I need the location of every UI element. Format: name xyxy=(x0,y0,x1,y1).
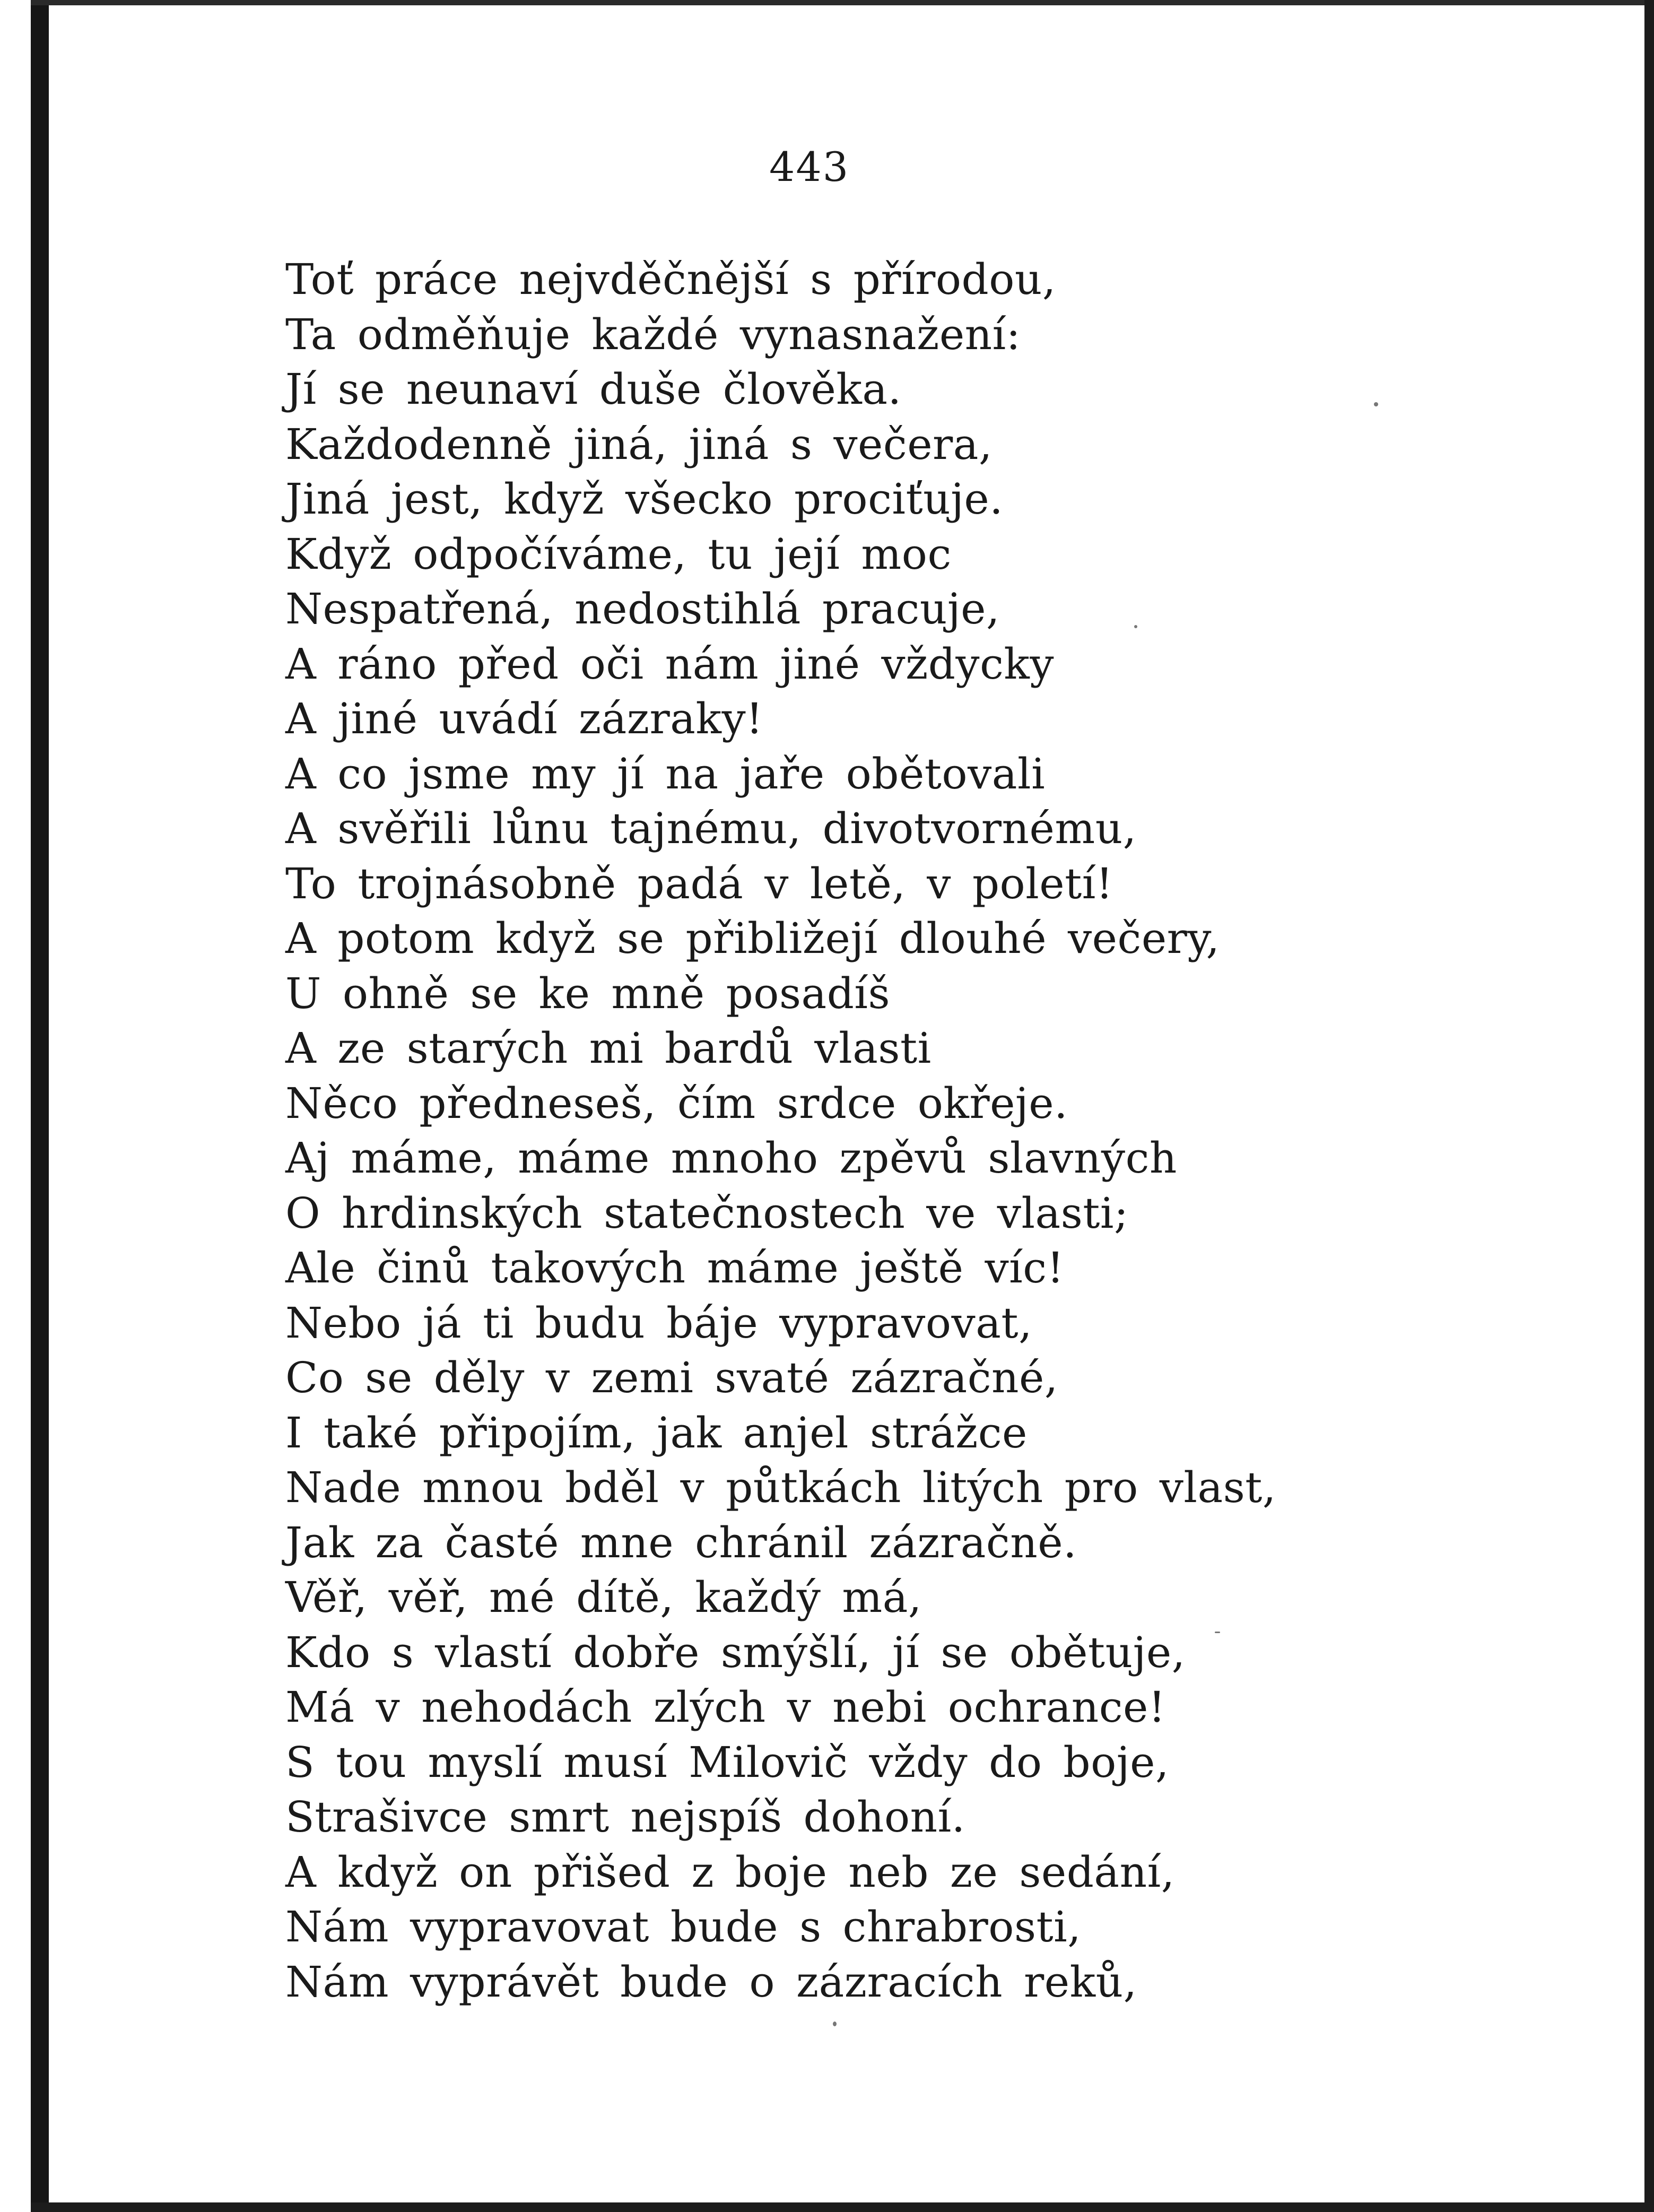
poem-line: O hrdinských statečnostech ve vlasti; xyxy=(285,1188,1129,1238)
poem-line: A ráno před oči nám jiné vždycky xyxy=(285,639,1055,689)
poem-line: A co jsme my jí na jaře obětovali xyxy=(285,749,1046,799)
poem-line: Každodenně jiná, jiná s večera, xyxy=(285,419,993,469)
poem-line: Jiná jest, když všecko prociťuje. xyxy=(285,474,1004,524)
poem-line: A ze starých mi bardů vlasti xyxy=(285,1023,932,1073)
poem-line: A když on přišed z boje neb ze sedání, xyxy=(285,1847,1175,1897)
paper-speck xyxy=(1134,625,1137,628)
poem-line: Toť práce nejvděčnější s přírodou, xyxy=(285,255,1056,304)
poem-line: Má v nehodách zlých v nebi ochrance! xyxy=(285,1682,1166,1732)
page-border-left xyxy=(31,0,49,2212)
paper-speck xyxy=(833,2022,837,2026)
paper-speck xyxy=(1374,402,1378,406)
page-border-right xyxy=(1644,0,1654,2212)
page-number: 443 xyxy=(769,143,850,190)
poem-line: S tou myslí musí Milovič vždy do boje, xyxy=(285,1737,1169,1787)
paper-speck xyxy=(1215,1632,1220,1633)
poem-line: Ta odměňuje každé vynasnažení: xyxy=(285,309,1021,359)
poem-line: Když odpočíváme, tu její moc xyxy=(285,529,952,579)
poem-line: Věř, věř, mé dítě, každý má, xyxy=(285,1573,922,1622)
poem-line: Kdo s vlastí dobře smýšlí, jí se obětuje, xyxy=(285,1627,1186,1677)
poem-line: To trojnásobně padá v letě, v poletí! xyxy=(285,858,1113,908)
poem-line: Nám vyprávět bude o zázracích reků, xyxy=(285,1957,1137,2007)
poem-line: Aj máme, máme mnoho zpěvů slavných xyxy=(285,1133,1177,1183)
poem-line: Něco předneseš, čím srdce okřeje. xyxy=(285,1078,1068,1128)
poem-line: Strašivce smrt nejspíš dohoní. xyxy=(285,1792,965,1842)
poem-line: A potom když se přibližejí dlouhé večery, xyxy=(285,914,1220,963)
poem-line: Nebo já ti budu báje vypravovat, xyxy=(285,1298,1032,1348)
poem-line: Nade mnou bděl v půtkách litých pro vlast, xyxy=(285,1463,1276,1512)
poem-line: Jí se neunaví duše člověka. xyxy=(285,365,902,414)
poem-line: Ale činů takových máme ještě víc! xyxy=(285,1243,1065,1292)
poem-line: A svěřili lůnu tajnému, divotvornému, xyxy=(285,804,1137,853)
poem-line: Nám vypravovat bude s chrabrosti, xyxy=(285,1902,1082,1951)
poem-text xyxy=(285,252,1276,2009)
poem-line: Nespatřená, nedostihlá pracuje, xyxy=(285,584,1000,634)
poem-line: Co se děly v zemi svaté zázračné, xyxy=(285,1353,1058,1402)
poem-line: U ohně se ke mně posadíš xyxy=(285,968,891,1018)
page-border-bottom xyxy=(31,2202,1654,2212)
poem-line: I také připojím, jak anjel strážce xyxy=(285,1408,1028,1458)
poem-line: A jiné uvádí zázraky! xyxy=(285,694,763,743)
page-border-top xyxy=(31,0,1654,5)
poem-line: Jak za časté mne chránil zázračně. xyxy=(285,1517,1077,1567)
